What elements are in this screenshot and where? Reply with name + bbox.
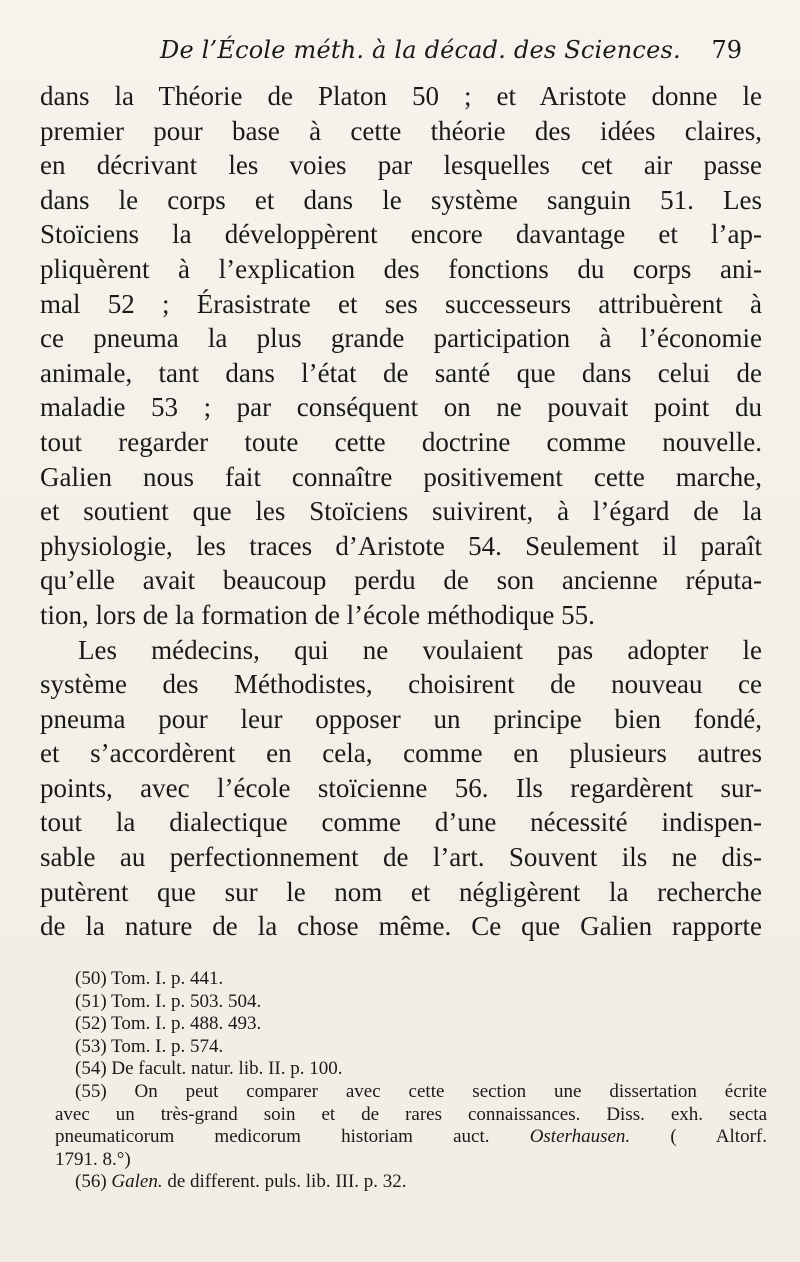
text-line: tout regarder toute cette doctrine comme nouvelle.	[40, 426, 762, 457]
footnote-56-author: Galen.	[111, 1171, 163, 1193]
footnote-51: (51) Tom. I. p. 503. 504.	[75, 990, 262, 1012]
page-number: 79	[711, 36, 742, 64]
footnote-55	[55, 1081, 767, 1171]
text-line: premier pour base à cette théorie des idées claires,	[40, 115, 762, 146]
text-line: de la nature de la chose même. Ce que Galien rapporte	[40, 911, 762, 942]
footnote-56	[55, 1171, 767, 1194]
text-line: physiologie, les traces d’Aristote 54. Seulement il paraît	[40, 530, 762, 561]
text-line: en décrivant les voies par lesquelles cet air passe	[40, 150, 762, 181]
footnote-55-text: ( Altorf.	[670, 1126, 767, 1148]
text-line: Stoïciens la développèrent encore davantage et l’ap-	[40, 219, 762, 250]
footnote-56-text: de different. puls. lib. III. p. 32.	[167, 1171, 407, 1193]
footnote-56-number: (56)	[75, 1171, 107, 1193]
text-line: tout la dialectique comme d’une nécessité indispen-	[40, 807, 762, 838]
footnote-55-line: (55) On peut comparer avec cette section une dissertation écrite	[75, 1080, 767, 1102]
footnote-53: (53) Tom. I. p. 574.	[75, 1035, 224, 1057]
text-line: sable au perfectionnement de l’art. Souvent ils ne dis-	[40, 842, 762, 873]
footnotes	[55, 968, 767, 1194]
text-line: et soutient que les Stoïciens suivirent, à l’égard de la	[40, 496, 762, 527]
text-line: ce pneuma la plus grande participation à l’économie	[40, 323, 762, 354]
text-line: Galien nous fait connaître positivement cette marche,	[40, 461, 762, 492]
text-line: tion, lors de la formation de l’école méthodique 55.	[40, 599, 595, 630]
text-line: dans le corps et dans le système sanguin 51. Les	[40, 184, 762, 215]
footnote-55-text: pneumaticorum medicorum historiam auct.	[55, 1126, 490, 1148]
text-line: Les médecins, qui ne voulaient pas adopter le	[78, 634, 762, 665]
text-line: putèrent que sur le nom et négligèrent la recherche	[40, 876, 762, 907]
footnote-55-line: avec un très-grand soin et de rares connaissances. Diss. exh. secta	[55, 1103, 767, 1125]
text-line: et s’accordèrent en cela, comme en plusieurs autres	[40, 738, 762, 769]
text-line: mal 52 ; Érasistrate et ses successeurs attribuèrent à	[40, 288, 762, 319]
footnote-55-line: 1791. 8.°)	[55, 1148, 131, 1170]
text-line: qu’elle avait beaucoup perdu de son ancienne réputa-	[40, 565, 762, 596]
footnote-55-author: Osterhausen.	[529, 1126, 631, 1148]
running-title: De l’École méth. à la décad. des Sciences.	[160, 36, 681, 64]
text-line: maladie 53 ; par conséquent on ne pouvait point du	[40, 392, 762, 423]
text-line: pliquèrent à l’explication des fonctions du corps ani-	[40, 253, 762, 284]
text-line: pneuma pour leur opposer un principe bien fondé,	[40, 703, 762, 734]
text-line: dans la Théorie de Platon 50 ; et Aristote donne le	[40, 81, 762, 111]
body-text	[40, 79, 762, 944]
footnote-55-line	[55, 1126, 767, 1149]
footnote-50: (50) Tom. I. p. 441.	[75, 968, 224, 989]
footnote-52: (52) Tom. I. p. 488. 493.	[75, 1013, 262, 1035]
text-line: animale, tant dans l’état de santé que dans celui de	[40, 357, 762, 388]
text-line: points, avec l’école stoïcienne 56. Ils regardèrent sur-	[40, 772, 762, 803]
text-line: système des Méthodistes, choisirent de nouveau ce	[40, 669, 762, 700]
footnote-54: (54) De facult. natur. lib. II. p. 100.	[75, 1058, 343, 1080]
